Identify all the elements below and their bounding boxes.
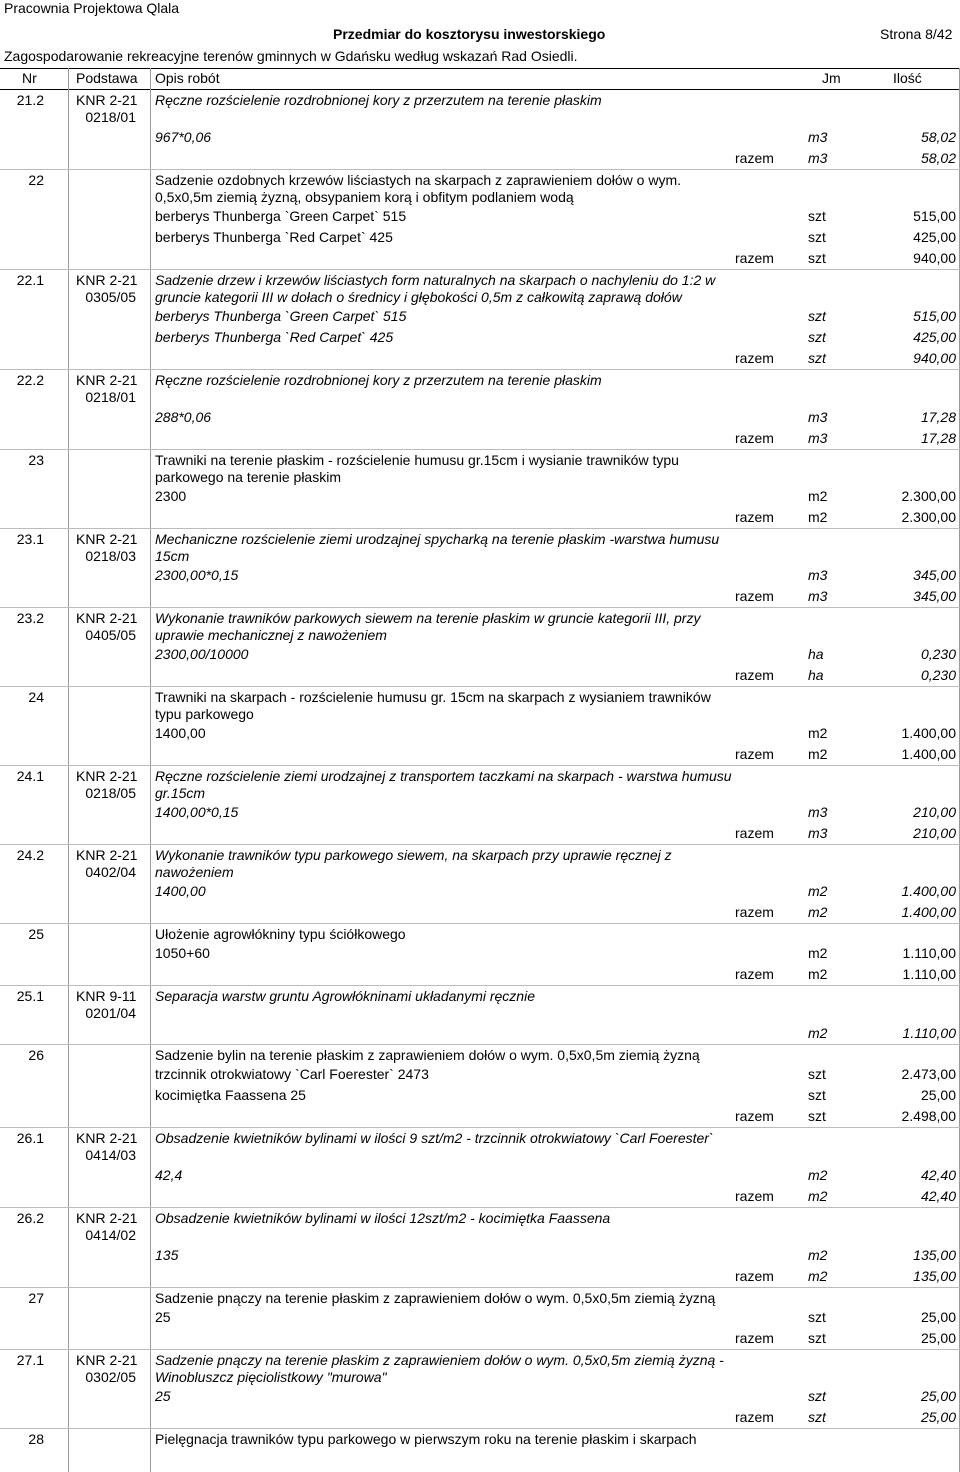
description-line: 0,5x0,5m ziemią żyzną, obsypaniem korą i obfitym podlaniem wodą xyxy=(155,189,574,205)
description-line: typu parkowego xyxy=(155,706,254,722)
quantity-cell: 25,00 xyxy=(920,1330,956,1346)
basis-line: KNR 2-21 xyxy=(76,1352,138,1368)
description-line: Pielęgnacja trawników typu parkowego w pierwszym roku na terenie płaskim i skarpach xyxy=(155,1431,697,1447)
unit-cell: m2 xyxy=(808,746,828,762)
razem-label: razem xyxy=(735,1108,774,1124)
quantity-cell: 58,02 xyxy=(920,150,956,166)
measure-expression: berberys Thunberga `Red Carpet` 425 xyxy=(155,229,393,245)
entry-description xyxy=(155,450,795,486)
description-line: Obsadzenie kwietników bylinami w ilości 9 szt/m2 - trzcinnik otrokwiatowy `Carl Foerester` xyxy=(155,1130,714,1146)
razem-label: razem xyxy=(735,1409,774,1425)
quantity-cell: 25,00 xyxy=(920,1388,956,1404)
estimate-entry xyxy=(0,1044,960,1127)
entry-description xyxy=(155,1350,795,1386)
estimate-entry xyxy=(0,607,960,686)
unit-cell: m2 xyxy=(808,1025,828,1041)
total-line xyxy=(0,902,960,923)
measure-expression: 1400,00 xyxy=(155,883,206,899)
unit-cell: szt xyxy=(808,1309,826,1325)
basis-line: KNR 2-21 xyxy=(76,1210,138,1226)
entry-number: 24 xyxy=(28,689,44,705)
measure-line xyxy=(0,1165,960,1186)
quantity-cell: 42,40 xyxy=(920,1188,956,1204)
razem-label: razem xyxy=(735,509,774,525)
col-nr: Nr xyxy=(22,70,37,86)
quantity-cell: 2.498,00 xyxy=(901,1108,956,1124)
unit-cell: m2 xyxy=(808,1247,828,1263)
estimate-entry xyxy=(0,1127,960,1207)
unit-cell: szt xyxy=(808,350,826,366)
basis-line: 0218/05 xyxy=(85,785,136,801)
unit-cell: szt xyxy=(808,329,826,345)
razem-label: razem xyxy=(735,1188,774,1204)
unit-cell: m2 xyxy=(808,509,828,525)
entry-description xyxy=(155,766,795,802)
quantity-cell: 425,00 xyxy=(913,329,956,345)
entry-description xyxy=(155,924,795,943)
measure-expression: 2300,00*0,15 xyxy=(155,567,239,583)
quantity-cell: 58,02 xyxy=(920,129,956,145)
entry-number: 22.2 xyxy=(16,372,44,388)
estimate-entry xyxy=(0,686,960,765)
col-unit: Jm xyxy=(822,70,841,86)
total-line xyxy=(0,1186,960,1207)
total-line xyxy=(0,586,960,607)
total-line xyxy=(0,248,960,269)
description-line: Obsadzenie kwietników bylinami w ilości 12szt/m2 - kocimiętka Faassena xyxy=(155,1210,611,1226)
quantity-cell: 425,00 xyxy=(913,229,956,245)
measure-line xyxy=(0,127,960,148)
measure-line xyxy=(0,881,960,902)
quantity-cell: 515,00 xyxy=(913,208,956,224)
quantity-cell: 1.110,00 xyxy=(902,1025,956,1041)
quantity-cell: 1.400,00 xyxy=(901,725,956,741)
razem-label: razem xyxy=(735,667,774,683)
estimate-entry xyxy=(0,985,960,1044)
entry-number: 23 xyxy=(28,452,44,468)
col-base: Podstawa xyxy=(76,70,138,86)
entry-description xyxy=(155,270,795,306)
description-line: uprawie mechanicznej z nawożeniem xyxy=(155,627,387,643)
entry-basis xyxy=(76,92,156,126)
entry-number: 28 xyxy=(28,1431,44,1447)
total-line xyxy=(0,1407,960,1428)
unit-cell: m3 xyxy=(808,430,828,446)
basis-line: KNR 2-21 xyxy=(76,372,138,388)
entry-description xyxy=(155,1045,795,1064)
description-line: Ręczne rozścielenie ziemi urodzajnej z transportem taczkami na skarpach - warstwa humusu xyxy=(155,768,732,784)
basis-line: KNR 2-21 xyxy=(76,1130,138,1146)
entry-number: 26 xyxy=(28,1047,44,1063)
unit-cell: m3 xyxy=(808,567,828,583)
unit-cell: m3 xyxy=(808,588,828,604)
description-line: Sadzenie ozdobnych krzewów liściastych na skarpach z zaprawieniem dołów o wym. xyxy=(155,172,682,188)
unit-cell: szt xyxy=(808,1409,826,1425)
description-line: 15cm xyxy=(155,548,190,564)
estimate-entry xyxy=(0,369,960,449)
basis-line: 0405/05 xyxy=(85,627,136,643)
entry-number: 22 xyxy=(28,172,44,188)
estimate-entry xyxy=(0,528,960,607)
unit-cell: szt xyxy=(808,1087,826,1103)
entry-number: 23.2 xyxy=(16,610,44,626)
estimate-entry xyxy=(0,1349,960,1428)
description-line: Ręczne rozścielenie rozdrobnionej kory z przerzutem na terenie płaskim xyxy=(155,372,602,388)
unit-cell: ha xyxy=(808,667,824,683)
razem-label: razem xyxy=(735,430,774,446)
total-line xyxy=(0,428,960,449)
measure-expression: 1400,00 xyxy=(155,725,206,741)
entry-basis xyxy=(76,272,156,306)
entry-description xyxy=(155,608,795,644)
unit-cell: m2 xyxy=(808,1188,828,1204)
description-line: Trawniki na terenie płaskim - rozścielenie humusu gr.15cm i wysianie trawników typu xyxy=(155,452,679,468)
entry-basis xyxy=(76,768,156,802)
quantity-cell: 1.400,00 xyxy=(901,883,956,899)
razem-label: razem xyxy=(735,746,774,762)
entry-number: 26.1 xyxy=(16,1130,44,1146)
measure-expression: kocimiętka Faassena 25 xyxy=(155,1087,306,1103)
measure-line xyxy=(0,802,960,823)
unit-cell: m2 xyxy=(808,883,828,899)
estimate-entry xyxy=(0,449,960,528)
entry-number: 25.1 xyxy=(16,988,44,1004)
measure-expression: 1400,00*0,15 xyxy=(155,804,239,820)
measure-expression: 967*0,06 xyxy=(155,129,212,145)
measure-expression: 42,4 xyxy=(155,1167,183,1183)
unit-cell: m2 xyxy=(808,945,828,961)
project-subtitle: Zagospodarowanie rekreacyjne terenów gminnych w Gdańsku według wskazań Rad Osiedli. xyxy=(4,48,578,64)
razem-label: razem xyxy=(735,825,774,841)
total-line xyxy=(0,1106,960,1127)
unit-cell: szt xyxy=(808,308,826,324)
quantity-cell: 345,00 xyxy=(913,588,956,604)
description-line: Ułożenie agrowłókniny typu ściółkowego xyxy=(155,926,406,942)
entry-number: 24.2 xyxy=(16,847,44,863)
quantity-cell: 515,00 xyxy=(913,308,956,324)
measure-expression: 25 xyxy=(155,1309,171,1325)
quantity-cell: 345,00 xyxy=(913,567,956,583)
description-line: Wykonanie trawników parkowych siewem na terenie płaskim w gruncie kategorii III, przy xyxy=(155,610,701,626)
description-line: gruncie kategorii III w dołach o średnicy i głębokości 0,5m z całkowitą zaprawą dołów xyxy=(155,289,682,305)
unit-cell: m2 xyxy=(808,1167,828,1183)
estimate-entry xyxy=(0,1287,960,1349)
unit-cell: szt xyxy=(808,208,826,224)
entry-number: 23.1 xyxy=(16,531,44,547)
entry-number: 21.2 xyxy=(16,92,44,108)
quantity-cell: 42,40 xyxy=(920,1167,956,1183)
razem-label: razem xyxy=(735,1330,774,1346)
quantity-cell: 2.300,00 xyxy=(901,509,956,525)
total-line xyxy=(0,744,960,765)
basis-line: 0218/03 xyxy=(85,548,136,564)
measure-line xyxy=(0,943,960,964)
description-line: Sadzenie drzew i krzewów liściastych form naturalnych na skarpach o nachyleniu do 1:2 w xyxy=(155,272,716,288)
document-title: Przedmiar do kosztorysu inwestorskiego xyxy=(333,26,606,42)
entry-number: 26.2 xyxy=(16,1210,44,1226)
entry-description xyxy=(155,90,795,127)
basis-line: KNR 2-21 xyxy=(76,272,138,288)
total-line xyxy=(0,1266,960,1287)
basis-line: 0218/01 xyxy=(85,389,136,405)
entry-description xyxy=(155,1288,795,1307)
col-desc: Opis robót xyxy=(155,70,220,86)
unit-cell: m2 xyxy=(808,488,828,504)
quantity-cell: 2.473,00 xyxy=(901,1066,956,1082)
measure-expression: berberys Thunberga `Green Carpet` 515 xyxy=(155,308,407,324)
estimate-table xyxy=(0,90,960,1450)
measure-expression: 135 xyxy=(155,1247,179,1263)
description-line: Winobluszcz pięciolistkowy "murowa" xyxy=(155,1369,387,1385)
description-line: nawożeniem xyxy=(155,864,234,880)
entry-description xyxy=(155,170,795,206)
unit-cell: m2 xyxy=(808,904,828,920)
column-header-row xyxy=(0,68,960,90)
entry-description xyxy=(155,1208,795,1245)
entry-description xyxy=(155,1429,795,1448)
basis-line: KNR 2-21 xyxy=(76,92,138,108)
measure-line xyxy=(0,1023,960,1044)
measure-expression: berberys Thunberga `Red Carpet` 425 xyxy=(155,329,394,345)
entry-basis xyxy=(76,1130,156,1164)
entry-basis xyxy=(76,531,156,565)
measure-line xyxy=(0,1085,960,1106)
measure-line xyxy=(0,644,960,665)
description-line: Trawniki na skarpach - rozścielenie humusu gr. 15cm na skarpach z wysianiem trawników xyxy=(155,689,711,705)
basis-line: 0218/01 xyxy=(85,109,136,125)
razem-label: razem xyxy=(735,904,774,920)
basis-line: 0305/05 xyxy=(85,289,136,305)
total-line xyxy=(0,348,960,369)
unit-cell: m2 xyxy=(808,725,828,741)
measure-expression: 288*0,06 xyxy=(155,409,212,425)
entry-description xyxy=(155,370,795,407)
description-line: Sadzenie bylin na terenie płaskim z zaprawieniem dołów o wym. 0,5x0,5m ziemią żyzną xyxy=(155,1047,700,1063)
basis-line: 0402/04 xyxy=(85,864,136,880)
measure-line xyxy=(0,1307,960,1328)
unit-cell: szt xyxy=(808,1108,826,1124)
quantity-cell: 1.400,00 xyxy=(901,746,956,762)
unit-cell: m3 xyxy=(808,825,828,841)
razem-label: razem xyxy=(735,1268,774,1284)
basis-line: KNR 2-21 xyxy=(76,610,138,626)
unit-cell: m3 xyxy=(808,129,828,145)
unit-cell: m2 xyxy=(808,1268,828,1284)
entry-description xyxy=(155,529,795,565)
entry-number: 25 xyxy=(28,926,44,942)
measure-line xyxy=(0,407,960,428)
estimate-entry xyxy=(0,923,960,985)
quantity-cell: 17,28 xyxy=(920,430,956,446)
firm-name: Pracownia Projektowa Qlala xyxy=(4,0,180,16)
quantity-cell: 2.300,00 xyxy=(901,488,956,504)
measure-line xyxy=(0,1064,960,1085)
description-line: parkowego na terenie płaskim xyxy=(155,469,341,485)
quantity-cell: 1.400,00 xyxy=(901,904,956,920)
razem-label: razem xyxy=(735,150,774,166)
unit-cell: szt xyxy=(808,229,826,245)
estimate-entry xyxy=(0,269,960,369)
unit-cell: szt xyxy=(808,1330,826,1346)
entry-number: 27 xyxy=(28,1290,44,1306)
entry-description xyxy=(155,986,795,1023)
entry-basis xyxy=(76,610,156,644)
entry-basis xyxy=(76,1352,156,1386)
unit-cell: m3 xyxy=(808,804,828,820)
quantity-cell: 940,00 xyxy=(913,350,956,366)
unit-cell: m3 xyxy=(808,150,828,166)
description-line: Mechaniczne rozścielenie ziemi urodzajnej spycharką na terenie płaskim -warstwa humusu xyxy=(155,531,720,547)
measure-expression: berberys Thunberga `Green Carpet` 515 xyxy=(155,208,407,224)
basis-line: KNR 2-21 xyxy=(76,768,138,784)
basis-line: 0302/05 xyxy=(85,1369,136,1385)
entry-basis xyxy=(76,847,156,881)
razem-label: razem xyxy=(735,250,774,266)
entry-description xyxy=(155,1128,795,1165)
measure-line xyxy=(0,486,960,507)
quantity-cell: 940,00 xyxy=(913,250,956,266)
quantity-cell: 135,00 xyxy=(913,1268,956,1284)
basis-line: KNR 2-21 xyxy=(76,531,138,547)
estimate-entry xyxy=(0,765,960,844)
measure-line xyxy=(0,1386,960,1407)
razem-label: razem xyxy=(735,350,774,366)
total-line xyxy=(0,665,960,686)
measure-line xyxy=(0,1245,960,1266)
description-line: Sadzenie pnączy na terenie płaskim z zaprawieniem dołów o wym. 0,5x0,5m ziemią żyzną xyxy=(155,1290,716,1306)
measure-line xyxy=(0,723,960,744)
unit-cell: m2 xyxy=(808,966,828,982)
total-line xyxy=(0,1328,960,1349)
basis-line: KNR 2-21 xyxy=(76,847,138,863)
entry-number: 22.1 xyxy=(16,272,44,288)
quantity-cell: 135,00 xyxy=(913,1247,956,1263)
razem-label: razem xyxy=(735,966,774,982)
quantity-cell: 1.110,00 xyxy=(902,966,956,982)
unit-cell: szt xyxy=(808,1388,826,1404)
quantity-cell: 25,00 xyxy=(920,1309,956,1325)
measure-expression: 2300 xyxy=(155,488,187,504)
measure-line xyxy=(0,206,960,227)
measure-line xyxy=(0,306,960,327)
measure-expression: 1050+60 xyxy=(155,945,210,961)
entry-number: 27.1 xyxy=(16,1352,44,1368)
basis-line: 0201/04 xyxy=(85,1005,136,1021)
description-line: Ręczne rozścielenie rozdrobnionej kory z przerzutem na terenie płaskim xyxy=(155,92,602,108)
measure-expression: trzcinnik otrokwiatowy `Carl Foerester` 2473 xyxy=(155,1066,429,1082)
basis-line: KNR 9-11 xyxy=(76,988,137,1004)
total-line xyxy=(0,148,960,169)
estimate-entry xyxy=(0,90,960,169)
unit-cell: szt xyxy=(808,250,826,266)
quantity-cell: 25,00 xyxy=(920,1409,956,1425)
description-line: Separacja warstw gruntu Agrowłókninami układanymi ręcznie xyxy=(155,988,535,1004)
quantity-cell: 25,00 xyxy=(920,1087,956,1103)
quantity-cell: 0,230 xyxy=(920,646,956,662)
estimate-entry xyxy=(0,169,960,269)
entry-basis xyxy=(76,988,156,1022)
unit-cell: szt xyxy=(808,1066,826,1082)
measure-expression: 25 xyxy=(155,1388,171,1404)
quantity-cell: 1.110,00 xyxy=(902,945,956,961)
estimate-entry xyxy=(0,1428,960,1450)
measure-expression: 2300,00/10000 xyxy=(155,646,249,662)
entry-description xyxy=(155,845,795,881)
entry-description xyxy=(155,687,795,723)
razem-label: razem xyxy=(735,588,774,604)
description-line: Wykonanie trawników typu parkowego siewem, na skarpach przy uprawie ręcznej z xyxy=(155,847,672,863)
unit-cell: ha xyxy=(808,646,824,662)
total-line xyxy=(0,507,960,528)
quantity-cell: 17,28 xyxy=(920,409,956,425)
measure-line xyxy=(0,227,960,248)
estimate-entry xyxy=(0,844,960,923)
measure-line xyxy=(0,327,960,348)
description-line: Sadzenie pnączy na terenie płaskim z zaprawieniem dołów o wym. 0,5x0,5m ziemią żyzną - xyxy=(155,1352,724,1368)
estimate-entry xyxy=(0,1207,960,1287)
quantity-cell: 210,00 xyxy=(913,804,956,820)
page-number: Strona 8/42 xyxy=(880,26,953,42)
basis-line: 0414/03 xyxy=(85,1147,136,1163)
unit-cell: m3 xyxy=(808,409,828,425)
quantity-cell: 0,230 xyxy=(920,667,956,683)
entry-basis xyxy=(76,1210,156,1244)
entry-number: 24.1 xyxy=(16,768,44,784)
description-line: gr.15cm xyxy=(155,785,206,801)
total-line xyxy=(0,964,960,985)
quantity-cell: 210,00 xyxy=(913,825,956,841)
entry-basis xyxy=(76,372,156,406)
col-qty: Ilość xyxy=(893,70,922,86)
measure-line xyxy=(0,565,960,586)
basis-line: 0414/02 xyxy=(85,1227,136,1243)
total-line xyxy=(0,823,960,844)
